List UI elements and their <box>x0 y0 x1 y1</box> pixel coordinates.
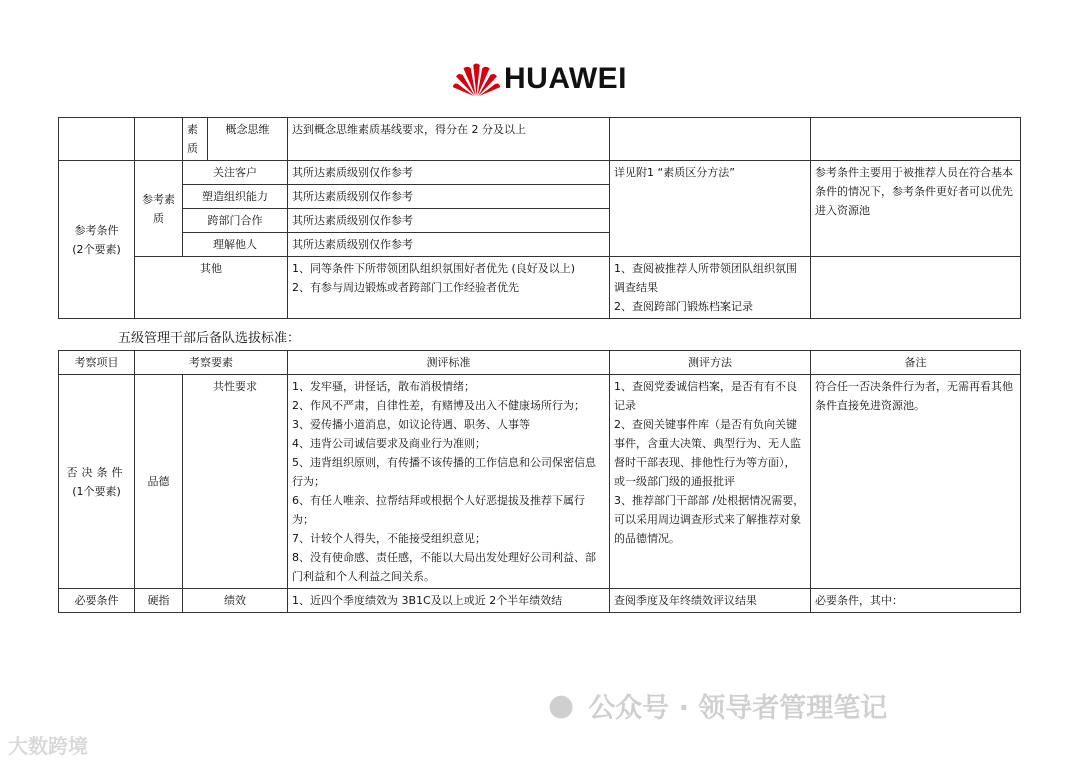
sub-item-cell: 共性要求 <box>183 375 288 589</box>
note-cell: 参考条件主要用于被推荐人员在符合基本条件的情况下，参考条件更好者可以优先进入资源池 <box>811 161 1021 257</box>
required-condition-label: 必要条件 <box>59 589 135 613</box>
huawei-petal-icon <box>452 56 501 102</box>
other-label: 其他 <box>135 257 288 319</box>
item-cell: 跨部门合作 <box>183 209 288 233</box>
note-cell: 符合任一否决条件行为者，无需再看其他条件直接免进资源池。 <box>811 375 1021 589</box>
method-cell: 详见附1 “素质区分方法” <box>610 161 811 257</box>
table-row <box>59 589 1021 613</box>
standard-cell: 其所达素质级别仅作参考 <box>288 209 610 233</box>
reference-condition-label: 参考条件 (2个要素) <box>59 161 135 319</box>
category-cell: 硬指 <box>135 589 183 613</box>
veto-condition-label: 否决条件 (1个要素) <box>59 375 135 589</box>
reference-conditions-table <box>58 117 1021 319</box>
standard-cell: 达到概念思维素质基线要求，得分在 2 分及以上 <box>288 118 610 161</box>
standard-cell: 其所达素质级别仅作参考 <box>288 185 610 209</box>
method-cell: 1、查阅党委诚信档案，是否有有不良记录 2、查阅关键事件库（是否有负向关键事件，含重大决策、典型行为、无人监督时干部表现、排他性行为等方面），或一级部门级的通报批评 3、推荐部门干部部 /处根据情况需要，可以采用周边调查形式来了解推荐对象的品德情况。 <box>610 375 811 589</box>
huawei-logo <box>452 55 627 103</box>
table-row <box>59 257 1021 319</box>
table-row <box>59 375 1021 589</box>
standard-cell: 其所达素质级别仅作参考 <box>288 233 610 257</box>
corner-watermark: 大数跨境 <box>8 734 88 758</box>
item-cell: 塑造组织能力 <box>183 185 288 209</box>
reference-quality-label: 参考素质 <box>135 161 183 257</box>
quality-group-cell: 素质 <box>183 118 208 161</box>
standard-cell: 1、同等条件下所带领团队组织氛围好者优先 (良好及以上) 2、有参与周边锻炼或者跨部门工作经验者优先 <box>288 257 610 319</box>
item-cell: 关注客户 <box>183 161 288 185</box>
standard-cell: 1、发牢骚，讲怪话，散布消极情绪； 2、作风不严肃，自律性差，有赌博及出入不健康场所行为； 3、爱传播小道消息，如议论待遇、职务、人事等 4、违背公司诚信要求及商业行为准则； 5、违背组织原则，有传播不该传播的工作信息和公司保密信息行为； 6、有任人唯亲、拉帮结拜或根据个人好恶提拔及推荐下属行为； 7、计较个人得失，不能接受组织意见； 8、没有使命感、责任感，不能以大局出发处理好公司利益、部门利益和个人利益之间关系。 <box>288 375 610 589</box>
category-cell: 品德 <box>135 375 183 589</box>
method-cell: 查阅季度及年终绩效评议结果 <box>610 589 811 613</box>
wechat-icon: ● <box>548 688 575 723</box>
standard-cell: 1、近四个季度绩效为 3B1C及以上或近 2个半年绩效结 <box>288 589 610 613</box>
table-row <box>59 118 1021 161</box>
method-cell: 1、查阅被推荐人所带领团队组织氛围调查结果 2、查阅跨部门锻炼档案记录 <box>610 257 811 319</box>
column-header: 测评标准 <box>288 351 610 375</box>
section-title: 五级管理干部后备队选拔标准： <box>118 331 301 346</box>
sub-item-cell: 绩效 <box>183 589 288 613</box>
selection-standard-table <box>58 350 1021 613</box>
table-row <box>59 161 1021 185</box>
column-header: 考察项目 <box>59 351 135 375</box>
table-header-row <box>59 351 1021 375</box>
wechat-watermark: ● 公众号 · 领导者管理笔记 <box>548 688 888 724</box>
column-header: 备注 <box>811 351 1021 375</box>
column-header: 考察要素 <box>135 351 288 375</box>
item-cell: 理解他人 <box>183 233 288 257</box>
brand-name: HUAWEI <box>504 62 627 95</box>
item-cell: 概念思维 <box>208 118 288 161</box>
column-header: 测评方法 <box>610 351 811 375</box>
note-cell: 必要条件，其中： <box>811 589 1021 613</box>
standard-cell: 其所达素质级别仅作参考 <box>288 161 610 185</box>
